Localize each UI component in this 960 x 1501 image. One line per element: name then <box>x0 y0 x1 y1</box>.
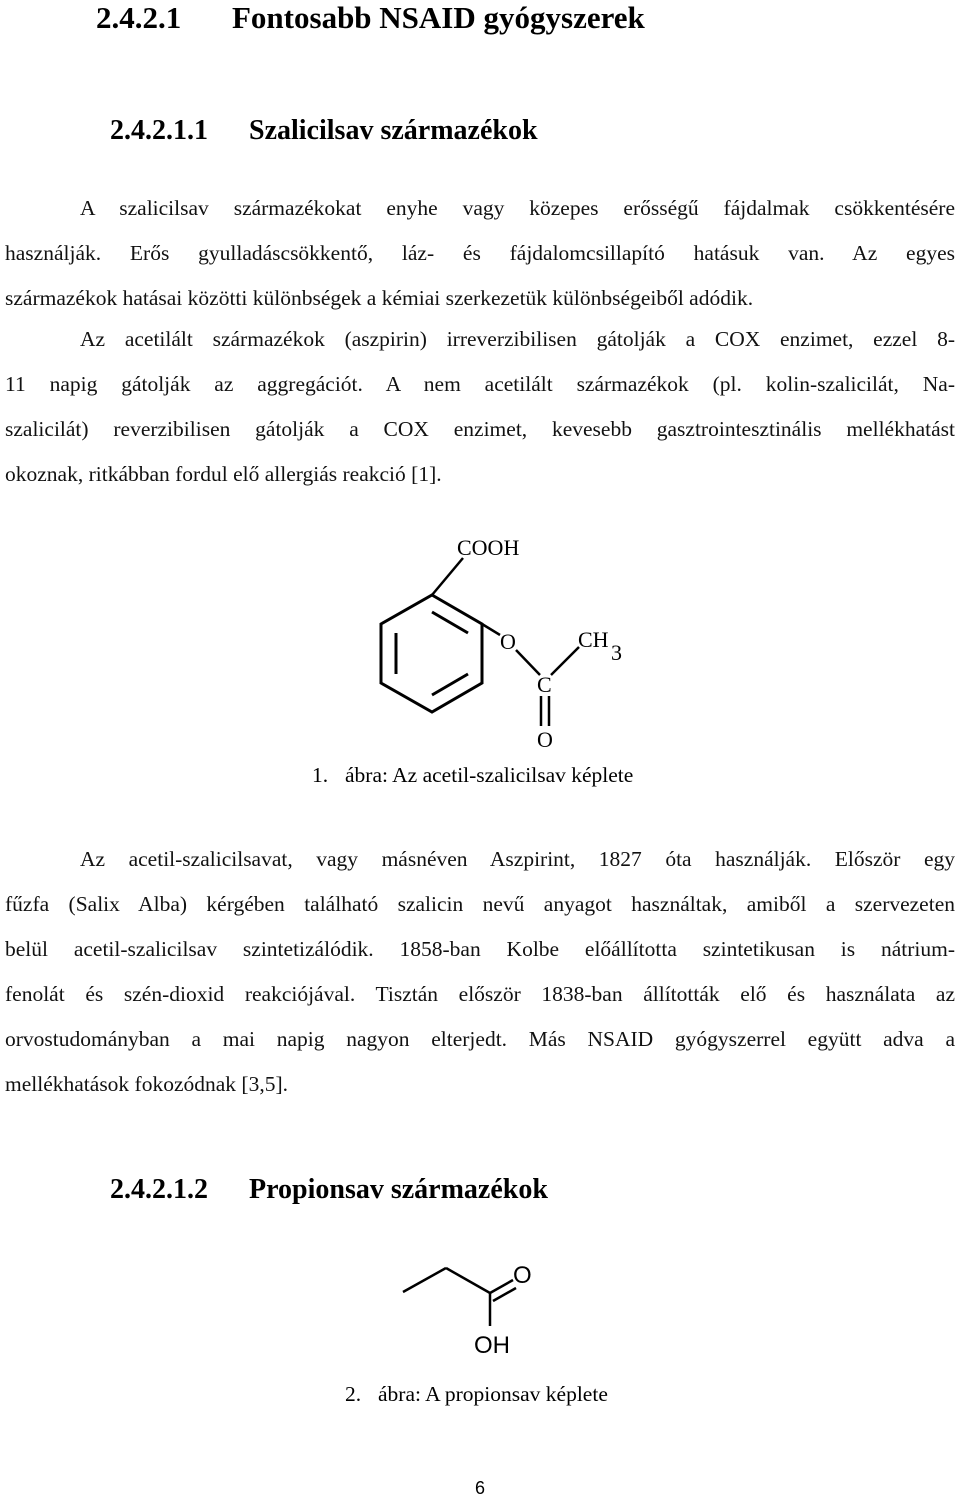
section-heading <box>96 0 645 36</box>
text-line: mellékhatások fokozódnak [3,5]. <box>5 1072 288 1096</box>
text-line: használják. Erős gyulladáscsökkentő, láz- és fájdalomcsillapító hatásuk van. Az egyes <box>5 241 955 265</box>
carbonyl-oxygen-label: O <box>537 727 553 752</box>
text-line: Az acetil-szalicilsavat, vagy másnéven Aszpirint, 1827 óta használják. Először egy <box>80 847 955 871</box>
caption-number: 1. <box>312 763 329 787</box>
paragraph-aspirin-history <box>5 837 955 1107</box>
hydroxyl-label: OH <box>474 1332 510 1359</box>
oxygen-label: O <box>513 1262 532 1289</box>
subsection-number: 2.4.2.1.2 <box>110 1174 208 1205</box>
text-line: Az acetilált származékok (aszpirin) irreverzibilisen gátolják a COX enzimet, ezzel 8- <box>80 327 955 351</box>
cooh-label: COOH <box>457 535 520 560</box>
bonds <box>432 558 579 726</box>
caption-text: ábra: A propionsav képlete <box>378 1382 608 1406</box>
subsection-title: Propionsav származékok <box>249 1174 548 1205</box>
text-line: 11 napig gátolják az aggregációt. A nem acetilált származékok (pl. kolin-szalicilát, Na- <box>5 372 955 396</box>
methyl-subscript: 3 <box>611 640 622 665</box>
bonds <box>403 1268 516 1326</box>
text-line: szalicilát) reverzibilisen gátolják a COX enzimet, kevesebb gasztrointesztinális mellékhatást <box>5 417 955 441</box>
ester-oxygen-label: O <box>500 629 516 654</box>
text-line: fűzfa (Salix Alba) kérgében található szalicin nevű anyagot használtak, amiből a szervezeten <box>5 892 955 916</box>
subsection-heading-salicylic <box>110 114 538 148</box>
paragraph-intro <box>5 186 955 321</box>
figure-2-caption <box>345 1380 608 1408</box>
page-number: 6 <box>474 1478 485 1498</box>
paragraph-acetylated <box>5 317 955 497</box>
benzene-ring <box>381 595 482 712</box>
figure-1-caption <box>312 761 633 789</box>
text-line: származékok hatásai közötti különbségek a kémiai szerkezetük különbségeiből adódik. <box>5 286 754 310</box>
caption-text: ábra: Az acetil-szalicilsav képlete <box>345 763 634 787</box>
caption-number: 2. <box>345 1382 362 1406</box>
text-line: belül acetil-szalicilsav szintetizálódik. 1858-ban Kolbe előállította szintetikusan is nátrium- <box>5 937 955 961</box>
methyl-label: CH <box>578 627 609 652</box>
carbonyl-carbon-label: C <box>537 672 552 697</box>
subsection-title: Szalicilsav származékok <box>249 115 538 146</box>
subsection-heading-propionic <box>110 1173 548 1207</box>
text-line: orvostudományban a mai napig nagyon elterjedt. Más NSAID gyógyszerrel együtt adva a <box>5 1027 955 1051</box>
section-title: Fontosabb NSAID gyógyszerek <box>232 0 645 35</box>
section-number: 2.4.2.1 <box>96 0 182 35</box>
subsection-number: 2.4.2.1.1 <box>110 115 208 146</box>
text-line: fenolát és szén-dioxid reakciójával. Tisztán először 1838-ban állították elő és használata az <box>5 982 955 1006</box>
text-line: okoznak, ritkábban fordul elő allergiás reakció [1]. <box>5 462 442 486</box>
text-line: A szalicilsav származékokat enyhe vagy közepes erősségű fájdalmak csökkentésére <box>80 196 955 220</box>
